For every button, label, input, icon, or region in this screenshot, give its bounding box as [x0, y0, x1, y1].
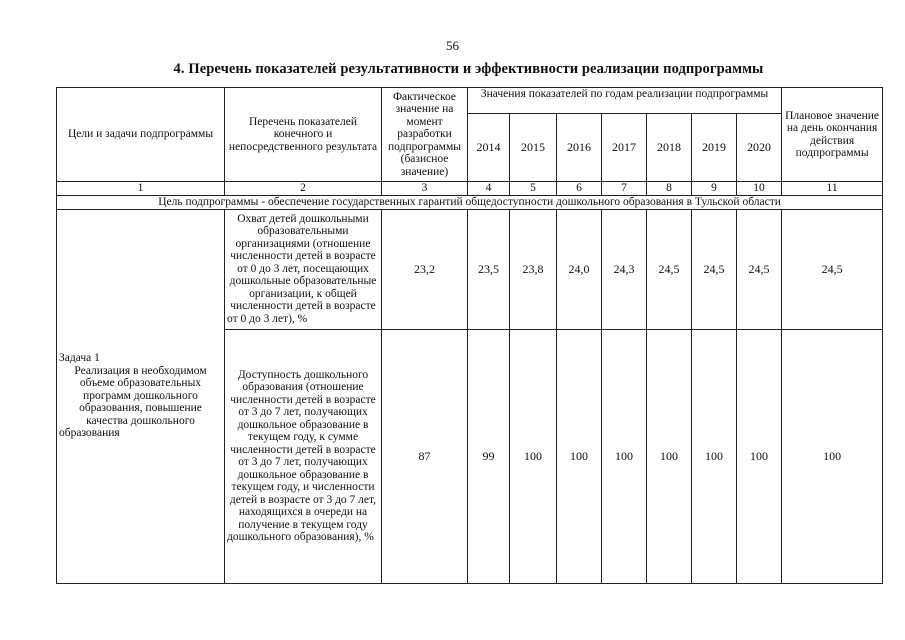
- year-value: 99: [468, 329, 510, 583]
- header-goals: Цели и задачи подпрограммы: [57, 88, 225, 182]
- header-years-group: Значения показателей по годам реализации подпрограммы: [468, 88, 782, 114]
- page-number: 56: [446, 38, 459, 53]
- column-number: 7: [602, 182, 647, 196]
- year-value: 100: [737, 329, 782, 583]
- goal-row: [57, 195, 883, 209]
- header-planned: Плановое значение на день окончания действия подпрограммы: [782, 88, 883, 182]
- header-year: 2016: [557, 114, 602, 182]
- header-year: 2020: [737, 114, 782, 182]
- column-number: 3: [382, 182, 468, 196]
- header-baseline: Фактическое значение на момент разработки подпрограммы (базисное значение): [382, 88, 468, 182]
- year-value: 23,5: [468, 209, 510, 329]
- planned-value: 100: [782, 329, 883, 583]
- column-number: 9: [692, 182, 737, 196]
- goal-text: Цель подпрограммы - обеспечение государственных гарантий общедоступности дошкольного образования в Тульской области: [57, 195, 883, 209]
- column-numbers-row: [57, 182, 883, 196]
- planned-value: 24,5: [782, 209, 883, 329]
- baseline-value: 23,2: [382, 209, 468, 329]
- header-year: 2015: [510, 114, 557, 182]
- header-year: 2019: [692, 114, 737, 182]
- year-value: 24,5: [737, 209, 782, 329]
- task-name: Задача 1: [59, 352, 100, 365]
- task-cell: [57, 209, 225, 583]
- indicator-row: [57, 209, 883, 329]
- header-indicators: Перечень показателей конечного и непосредственного результата: [225, 88, 382, 182]
- indicators-table: [56, 87, 883, 584]
- year-value: 100: [692, 329, 737, 583]
- document-title: 4. Перечень показателей результативности и эффективности реализации подпрограммы: [173, 61, 764, 77]
- column-number: 10: [737, 182, 782, 196]
- column-number: 1: [57, 182, 225, 196]
- year-value: 100: [647, 329, 692, 583]
- task-text: Реализация в необходимом объеме образовательных программ дошкольного образования, повышение качества дошкольного образования: [59, 364, 207, 440]
- column-number: 11: [782, 182, 883, 196]
- year-value: 100: [510, 329, 557, 583]
- indicator-text: Доступность дошкольного образования (отношение численности детей в возрасте от 3 до 7 лет, получающих дошкольное образование в текущем году, к сумме численности детей в возрасте от 3 до 7 лет, получающих дошкольное образование в текущем году, и численности детей в возрасте от 3 до 7 лет, находящихся в очереди на получение в текущем году дошкольного образования), %: [225, 329, 382, 583]
- header-year: 2018: [647, 114, 692, 182]
- baseline-value: 87: [382, 329, 468, 583]
- header-year: 2014: [468, 114, 510, 182]
- column-number: 8: [647, 182, 692, 196]
- column-number: 5: [510, 182, 557, 196]
- year-value: 23,8: [510, 209, 557, 329]
- year-value: 100: [557, 329, 602, 583]
- year-value: 24,3: [602, 209, 647, 329]
- indicator-text: Охват детей дошкольными образовательными организациями (отношение численности детей в возрасте от 0 до 3 лет, посещающих дошкольные образовательные организации, к общей численности детей в возрасте от 0 до 3 лет), %: [225, 209, 382, 329]
- year-value: 24,5: [692, 209, 737, 329]
- column-number: 6: [557, 182, 602, 196]
- year-value: 24,0: [557, 209, 602, 329]
- year-value: 24,5: [647, 209, 692, 329]
- year-value: 100: [602, 329, 647, 583]
- column-number: 2: [225, 182, 382, 196]
- header-year: 2017: [602, 114, 647, 182]
- header-row-1: [57, 88, 883, 114]
- column-number: 4: [468, 182, 510, 196]
